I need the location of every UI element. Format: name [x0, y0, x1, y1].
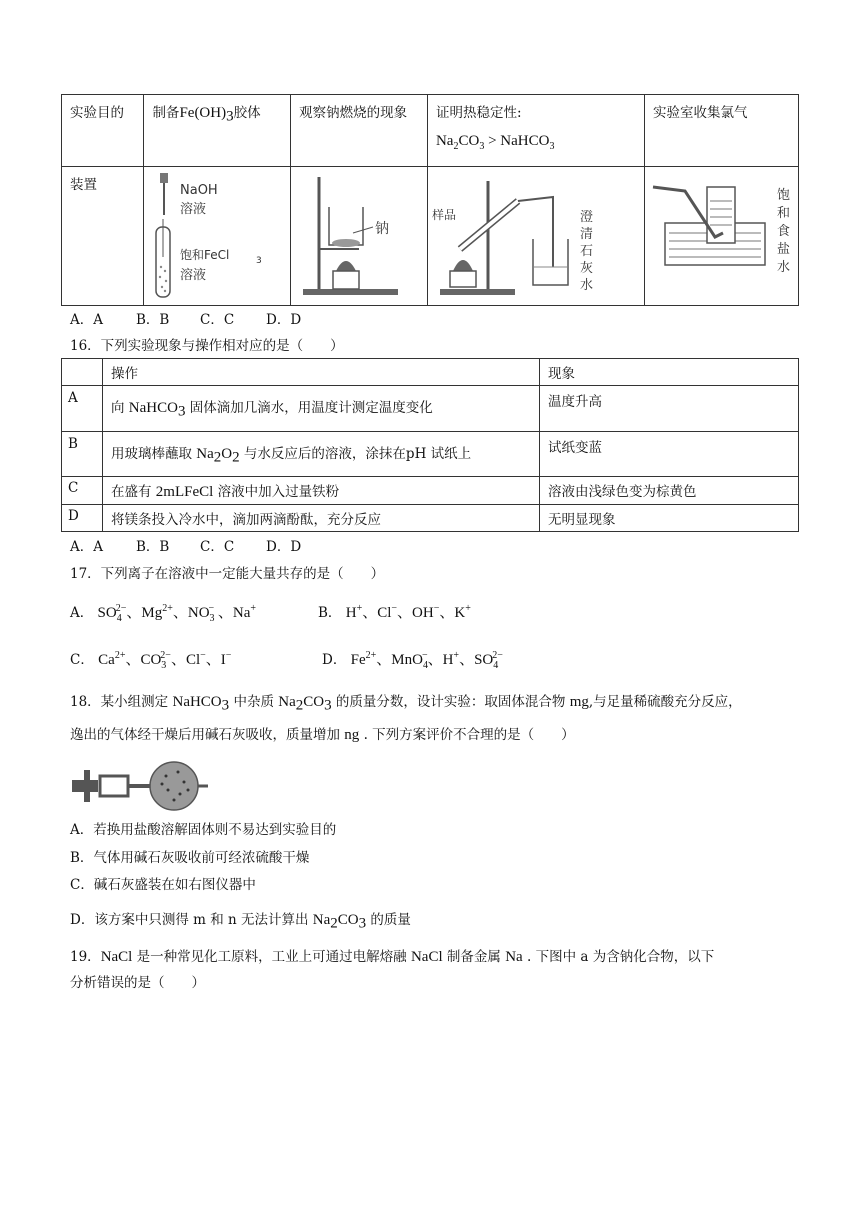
purpose-b: 观察钠燃烧的现象 [291, 95, 428, 167]
q17-option-c[interactable]: C． $Ca^{2+}$、$CO_3^{2-}$、Cl−、I− [70, 650, 232, 671]
row-label: C [62, 477, 103, 505]
drying-tube-icon [70, 758, 210, 814]
svg-text:和: 和 [777, 206, 791, 221]
table-row [62, 477, 799, 505]
svg-text:溶液: 溶液 [180, 268, 207, 283]
svg-text:3: 3 [256, 256, 263, 266]
purpose-d: 实验室收集氯气 [645, 95, 799, 167]
row-ph: 试纸变蓝 [540, 431, 799, 477]
q17-stem: 17．下列离子在溶液中一定能大量共存的是（ ） [70, 566, 385, 582]
q18-option-b[interactable]: B．气体用碱石灰吸收前可经浓硫酸干燥 [70, 850, 310, 866]
row-ph: 溶液由浅绿色变为棕黄色 [540, 477, 799, 505]
chlorine-collection-diagram [645, 167, 798, 301]
svg-text:澄: 澄 [579, 210, 593, 225]
thermal-stability-diagram [428, 167, 644, 301]
svg-text:水: 水 [777, 260, 791, 275]
q18-option-c[interactable]: C．碱石灰盛装在如右图仪器中 [70, 877, 256, 893]
q15-option-d[interactable]: D．D [266, 312, 302, 328]
svg-text:钠: 钠 [375, 221, 390, 237]
q17-option-d[interactable]: D． $Fe^{2+}$、MnO$_4$−、H+、$SO_4^{2-}$ [322, 650, 503, 671]
q18-line1: 18．某小组测定 NaHCO$_3$ 中杂质 $Na_2CO_3$ 的质量分数，设计实验：取固体混合物 mg,与足量稀硫酸充分反应， [70, 694, 742, 714]
row-ph: 无明显现象 [540, 505, 799, 532]
svg-text:饱和FeCl: 饱和FeCl [180, 248, 230, 262]
q18-option-a[interactable]: A．若换用盐酸溶解固体则不易达到实验目的 [70, 822, 337, 838]
q16-option-b[interactable]: B．B [136, 539, 170, 555]
q19-line2: 分析错误的是（ ） [70, 975, 205, 991]
purpose-a: 制备$Fe(OH)_3$胶体 [144, 95, 291, 167]
row-op: 将镁条投入冷水中，滴加两滴酚酞，充分反应 [103, 505, 540, 532]
apparatus-b [291, 167, 428, 306]
svg-text:饱: 饱 [777, 188, 791, 203]
q18-option-d[interactable]: D．该方案中只测得 m 和 n 无法计算出 $Na_2CO_3$ 的质量 [70, 912, 411, 932]
row-label: A [62, 386, 103, 432]
svg-text:盐: 盐 [777, 242, 791, 257]
row-label: B [62, 431, 103, 477]
q17-option-a[interactable]: A． $SO_4^{2-}$、$Mg^{2+}$、$NO_3^-$ 、Na+ [70, 603, 257, 624]
q17-option-b[interactable]: B． H+、Cl−、OH−、K+ [318, 603, 471, 621]
row-ph: 温度升高 [540, 386, 799, 432]
row-op: 用玻璃棒蘸取 $Na_2O_2$ 与水反应后的溶液，涂抹在pH 试纸上 [103, 431, 540, 477]
q15-option-a[interactable]: A．A [70, 312, 103, 328]
svg-text:溶液: 溶液 [180, 202, 207, 217]
q16-option-d[interactable]: D．D [266, 539, 302, 555]
purpose-c: 证明热稳定性: $Na_2CO_3$ > NaHCO$_3$ [427, 95, 644, 167]
table-row [62, 386, 799, 432]
q15-table [61, 94, 799, 306]
svg-text:清: 清 [579, 227, 593, 242]
q16-op-header: 操作 [103, 359, 540, 386]
q15-option-c[interactable]: C．C [200, 312, 235, 328]
apparatus-header: 装置 [62, 167, 144, 306]
apparatus-c [427, 167, 644, 306]
q16-option-c[interactable]: C．C [200, 539, 235, 555]
table-row [62, 431, 799, 477]
apparatus-d [645, 167, 799, 306]
table-row [62, 505, 799, 532]
svg-text:NaOH: NaOH [180, 183, 219, 198]
svg-text:石: 石 [579, 244, 593, 259]
q16-table [61, 358, 799, 532]
q16-ph-header: 现象 [540, 359, 799, 386]
q16-stem: 16．下列实验现象与操作相对应的是（ ） [70, 338, 344, 354]
row-label: D [62, 505, 103, 532]
svg-text:食: 食 [777, 224, 791, 239]
q15-options [70, 309, 301, 331]
svg-text:样品: 样品 [431, 208, 456, 222]
dropper-test-tube-diagram [144, 167, 287, 301]
q16-corner [62, 359, 103, 386]
apparatus-a [144, 167, 291, 306]
q16-options [70, 536, 301, 558]
sodium-burning-diagram [291, 167, 426, 301]
q15-option-b[interactable]: B．B [136, 312, 170, 328]
q16-option-a[interactable]: A．A [70, 539, 103, 555]
purpose-header: 实验目的 [62, 95, 144, 167]
svg-text:灰: 灰 [579, 261, 593, 276]
svg-text:水: 水 [579, 278, 593, 293]
q19-line1: 19．NaCl 是一种常见化工原料，工业上可通过电解熔融 NaCl 制备金属 Na . 下图中 a 为含钠化合物，以下 [70, 949, 715, 965]
row-op: 在盛有 2mLFeCl 溶液中加入过量铁粉 [103, 477, 540, 505]
q18-line2: 逸出的气体经干燥后用碱石灰吸收，质量增加 ng . 下列方案评价不合理的是（ ） [70, 727, 575, 743]
row-op: 向 NaHCO$_3$ 固体滴加几滴水，用温度计测定温度变化 [103, 386, 540, 432]
